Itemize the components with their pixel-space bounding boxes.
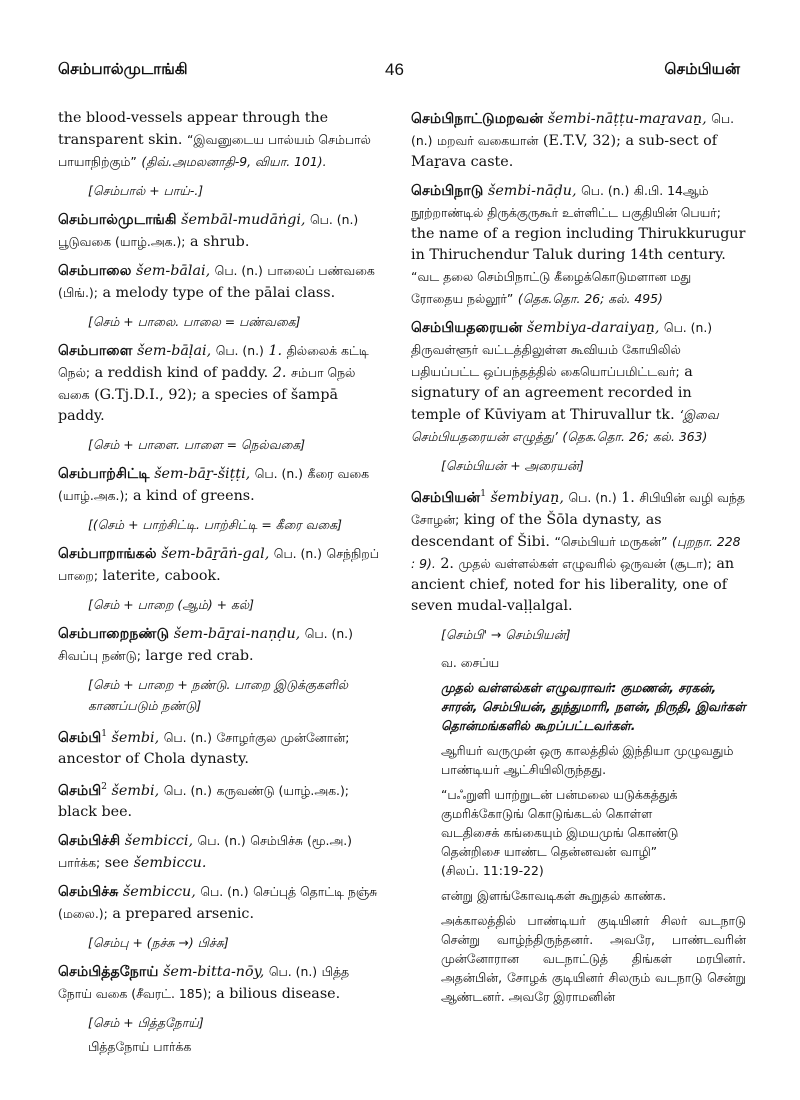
- definition-en: laterite, cabook.: [102, 568, 221, 584]
- entry-quote: “வட தலை செம்பிநாட்டு கீழைக்கொடுமளான மது ரோதைய நல்லூர்”: [411, 269, 692, 306]
- definition-en: a kind of greens.: [133, 488, 255, 504]
- transliteration: šem-bāṟ-šiṭṭi,: [154, 466, 251, 482]
- entry-definition-en: the blood-vessels appear through the transparent skin.: [58, 110, 329, 148]
- body-paragraph: என்று இளங்கோவடிகள் கூறுதல் காண்க.: [441, 887, 667, 903]
- definition-ta: கி.பி. 14ஆம் நூற்றாண்டில் திருக்குருகூர் உள்ளிட்ட பகுதியின் பெயர்;: [411, 183, 721, 220]
- definition-ta: திருவள்ளூர் வட்டத்திலுள்ள கூவியம் கோயிலில் பதியப்பட்ட ஒப்பந்தத்தில் கையொப்பமிட்டவர்;: [411, 342, 681, 379]
- entry-citation: (திவ்.அமலனாதி-9, வியா. 101).: [141, 154, 327, 169]
- cross-reference: šembiccu.: [133, 854, 207, 871]
- headword: செம்பாற்சிட்டி: [58, 466, 150, 482]
- dictionary-entry: [58, 260, 383, 304]
- definition-en: the name of a region including Thirukkurugur in Thiruchendur Taluk during 14th century.: [411, 226, 746, 263]
- definition-en: a species of šampā paddy.: [58, 387, 339, 424]
- part-of-speech: பெ. (n.): [215, 343, 264, 358]
- dictionary-entry: [411, 180, 746, 310]
- definition-ta: செந்நிறப் பாறை;: [58, 546, 379, 583]
- part-of-speech: பெ. (n.): [568, 489, 617, 505]
- dictionary-entry: [58, 830, 383, 874]
- definition-en: king of the Šōla dynasty, as descendant of Šibi.: [411, 511, 662, 550]
- definition-en: a prepared arsenic.: [112, 905, 254, 922]
- headword: செம்பாறாங்கல்: [58, 546, 157, 562]
- etymology: [செம்பி' → செம்பியன்]: [441, 626, 571, 642]
- definition-ta: பூடுவகை (யாழ்.அக.);: [58, 234, 186, 249]
- dictionary-entry: [411, 108, 746, 173]
- definition-en: a shrub.: [190, 234, 250, 250]
- right-column: [411, 108, 746, 1012]
- etymology: [செம் + பாறை + நண்டு. பாறை இடுக்குகளில் காணப்படும் நண்டு]: [88, 677, 349, 713]
- language-note: வ. சைப்ய: [441, 654, 500, 670]
- sense-number: 2.: [272, 365, 287, 381]
- dictionary-entry: [58, 543, 383, 587]
- headword: செம்பிச்சி: [58, 832, 121, 849]
- verse-line: “பஃறுளி யாற்றுடன் பன்மலை யடுக்கத்துக்: [441, 786, 678, 802]
- part-of-speech: பெ. (n.): [197, 832, 246, 848]
- verse-line: தென்றிசை யாண்ட தென்னவன் வாழி”: [441, 843, 658, 859]
- definition-en: an ancient chief, noted for his liberality, one of seven mudal-vaḷḷalgal.: [411, 555, 735, 614]
- dictionary-entry: [58, 463, 383, 507]
- transliteration: šembi-nāḍu,: [487, 183, 577, 199]
- source-ref: (G.Tj.D.I., 92);: [94, 387, 197, 403]
- etymology: [செம் + பாறை (ஆம்) + கல்]: [88, 597, 254, 612]
- headword: செம்பித்தநோய்: [58, 963, 159, 980]
- headword: செம்பியன்: [411, 489, 481, 506]
- running-head-right: செம்பியன்: [664, 60, 740, 78]
- verse-quote: [441, 785, 746, 880]
- part-of-speech: பெ. (n.): [310, 212, 359, 227]
- headword: செம்பாறைநண்டு: [58, 626, 170, 642]
- transliteration: šem-bāṟāṅ-gal,: [161, 546, 270, 562]
- verse-line: குமரிக்கோடுங் கொடுங்கடல் கொள்ள: [441, 805, 653, 821]
- part-of-speech: பெ. (n.): [663, 320, 713, 335]
- headword: செம்பி: [58, 782, 102, 799]
- headword: செம்பிநாட்டுமறவன்: [411, 111, 544, 127]
- continued-entry: [58, 108, 383, 173]
- part-of-speech: பெ. (n.): [268, 963, 318, 979]
- transliteration: šem-bālai,: [136, 263, 211, 279]
- verse-citation: (சிலப். 11:19-22): [441, 862, 544, 878]
- dictionary-entry: [58, 961, 383, 1005]
- etymology: [செம்பியன் + அரையன்]: [441, 458, 584, 473]
- left-column: [58, 108, 383, 1062]
- transliteration: šembicci,: [124, 832, 193, 849]
- note-paragraph: முதல் வள்ளல்கள் எழுவராவர்: குமணன், சரகன், சாரன், செம்பியன், துந்துமாரி, நளன், நிருதி, இவர்கள் தொன்மங்களில் கூறப்பட்டவர்கள்.: [441, 679, 746, 733]
- sense-number: 2.: [440, 555, 454, 572]
- definition-ta: சிவப்பு நண்டு;: [58, 648, 141, 663]
- definition-ta: கருவண்டு (யாழ்.அக.);: [216, 782, 349, 798]
- dictionary-entry: [58, 340, 383, 427]
- definition-ta: முதல் வள்ளல்கள் எழுவரில் ஒருவன் (சூடா);: [458, 555, 712, 571]
- transliteration: šem-bāṟai-naṇḍu,: [173, 626, 301, 642]
- transliteration: šembi,: [111, 782, 160, 799]
- definition-ta: பாலைப் பண்வகை (பிங்.);: [58, 263, 375, 300]
- definition-ta: சம்பா நெல் வகை: [58, 365, 356, 402]
- definition-en: a reddish kind of paddy.: [94, 365, 269, 381]
- entry-quote: “இவனுடைய பால்யம் செம்பால் பாயாநிற்கும்”: [58, 132, 371, 169]
- definition-en: ancestor of Chola dynasty.: [58, 750, 249, 767]
- headword: செம்பிநாடு: [411, 183, 484, 199]
- headword: செம்பி: [58, 729, 102, 746]
- dictionary-entry: [411, 317, 746, 448]
- etymology: [செம் + பித்தநோய்]: [88, 1014, 204, 1030]
- sense-number: 1.: [621, 489, 635, 506]
- transliteration: šembāl-mudāṅgi,: [181, 212, 306, 228]
- dictionary-entry: [58, 623, 383, 667]
- etymology: [(செம் + பாற்சிட்டி. பாற்சிட்டி = கீரை வகை]: [88, 517, 342, 532]
- sense-number: 1.: [268, 343, 283, 359]
- transliteration: šembiyaṉ,: [490, 489, 564, 506]
- transliteration: šem-bāḷai,: [137, 343, 212, 359]
- etymology: [செம்பு + (நச்சு →) பிச்சு]: [88, 934, 229, 950]
- etymology: [செம்பால் + பாய்-.]: [88, 183, 204, 198]
- transliteration: šembiya-daraiyaṉ,: [526, 320, 660, 336]
- entry-citation: (புறநா. 228 : 9).: [411, 533, 741, 571]
- headword: செம்பாளை: [58, 343, 133, 359]
- headword: செம்பிச்சு: [58, 883, 119, 900]
- etymology: [செம் + பாளை. பாளை = நெல்வகை]: [88, 437, 306, 452]
- transliteration: šem-bitta-nōy,: [163, 963, 265, 980]
- definition-en: a bilious disease.: [216, 985, 341, 1002]
- definition-en: a sub-sect of Maṟava caste.: [411, 133, 718, 170]
- dictionary-entry: [58, 777, 383, 823]
- part-of-speech: பெ. (n.): [254, 466, 303, 481]
- see-label: see: [104, 854, 130, 871]
- definition-en: a signatury of an agreement recorded in temple of Kūviyam at Thiruvallur tk.: [411, 364, 693, 423]
- dictionary-entry: [58, 724, 383, 770]
- body-paragraph: அக்காலத்தில் பாண்டியர் குடியினர் சிலர் வடநாடு சென்று வாழ்ந்திருந்தனர். அவரே, பாண்டவரின் முன்னோரான வடநாட்டுத் திங்கள் மரபினர். அதன்பின், சோழக் குடியினர் சிலரும் வடநாடு சென்று ஆண்டனர். அவரே இராமனின்: [441, 912, 746, 1004]
- entry-citation: (தெக.தொ. 26; கல். 495): [517, 291, 663, 306]
- etymology: [செம் + பாலை. பாலை = பண்வகை]: [88, 314, 301, 329]
- dictionary-entry: [411, 484, 746, 617]
- part-of-speech: பெ. (n.): [214, 263, 263, 278]
- definition-ta: சோழர்குல முன்னோன்;: [216, 729, 350, 745]
- definition-ta: மறவர் வகையான்: [437, 133, 539, 148]
- entry-citation: (தெக.தொ. 26; கல். 363): [562, 429, 708, 444]
- part-of-speech: பெ. (n.): [163, 729, 212, 745]
- definition-ta: தில்லைக் கட்டி நெல்;: [58, 343, 369, 380]
- verse-line: வடதிசைக் கங்கையும் இமயமுங் கொண்டு: [441, 824, 679, 840]
- page-number: 46: [385, 60, 404, 79]
- part-of-speech: பெ. (n.): [581, 183, 630, 198]
- headword: செம்பியதரையன்: [411, 320, 523, 336]
- homograph-number: 1: [101, 729, 107, 739]
- dictionary-entry: [58, 881, 383, 925]
- definition-en: a melody type of the pālai class.: [102, 285, 336, 301]
- body-paragraph: ஆரியர் வருமுன் ஒரு காலத்தில் இந்தியா முழுவதும் பாண்டியர் ஆட்சியிலிருந்தது.: [441, 742, 734, 777]
- running-head-left: செம்பால்முடாங்கி: [58, 60, 188, 78]
- part-of-speech: பெ. (n.): [411, 111, 735, 148]
- homograph-number: 2: [101, 781, 107, 792]
- definition-ta: செப்புத் தொட்டி நஞ்சு (மலை.);: [58, 883, 378, 921]
- definition-en: black bee.: [58, 803, 133, 820]
- definition-ta: செம்பிச்சு (மூ.அ.) பார்க்க;: [58, 832, 352, 870]
- homograph-number: 1: [480, 489, 486, 499]
- dictionary-entry: [58, 209, 383, 253]
- entry-quote: “செம்பியர் மருகன்”: [554, 533, 668, 549]
- definition-ta: கீரை வகை (யாழ்.அக.);: [58, 466, 370, 503]
- see-reference: பித்தநோய் பார்க்க: [88, 1038, 192, 1054]
- definition-ta: சிபியின் வழி வந்த சோழன்;: [411, 489, 745, 527]
- part-of-speech: பெ. (n.): [304, 626, 353, 641]
- entry-quote: ‘இவை செம்பியதரையன் எழுத்து’: [411, 407, 719, 444]
- headword: செம்பால்முடாங்கி: [58, 212, 177, 228]
- source-ref: (E.T.V, 32);: [542, 133, 621, 149]
- definition-en: large red crab.: [145, 648, 254, 664]
- headword: செம்பாலை: [58, 263, 132, 279]
- part-of-speech: பெ. (n.): [273, 546, 322, 561]
- transliteration: šembi-nāṭṭu-maṟavaṉ,: [547, 111, 707, 127]
- part-of-speech: பெ. (n.): [163, 782, 212, 798]
- part-of-speech: பெ. (n.): [200, 883, 249, 899]
- definition-ta: பித்த நோய் வகை (சீவரட். 185);: [58, 963, 350, 1001]
- transliteration: šembi,: [111, 729, 160, 746]
- transliteration: šembiccu,: [122, 883, 196, 900]
